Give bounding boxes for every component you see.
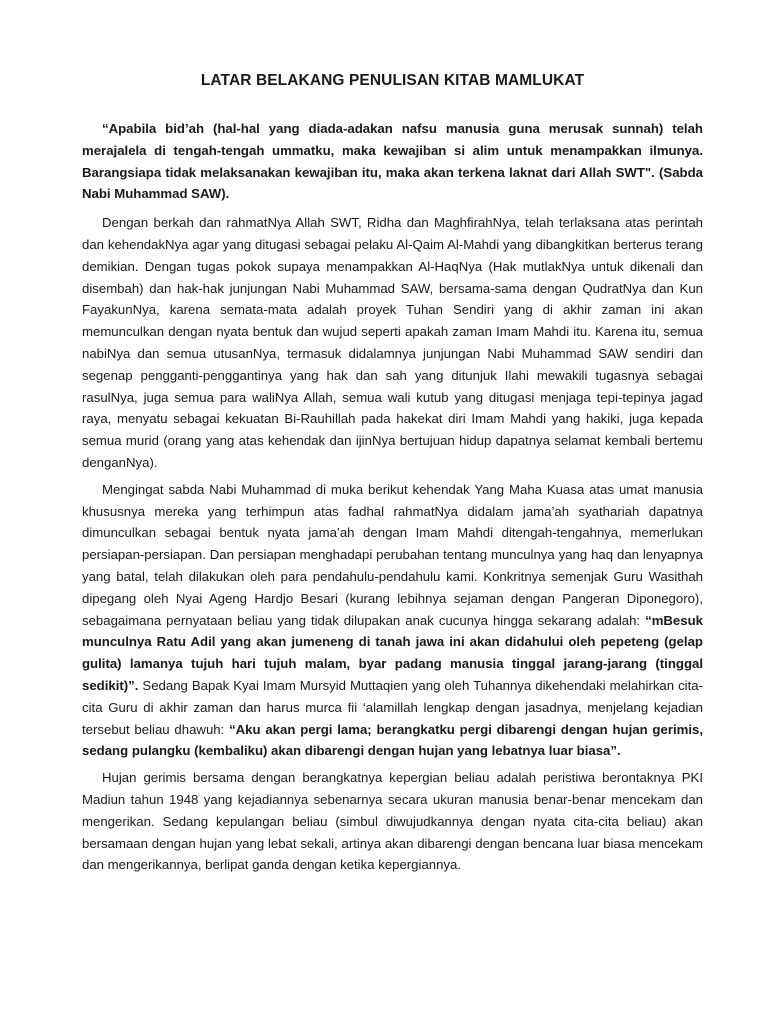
paragraph-2-quote-ratu-adil: “mBesuk munculnya Ratu Adil yang akan jumeneng di tanah jawa ini akan didahului oleh pepeteng (gelap gulita) lamanya tujuh hari tujuh malam, byar padang manusia tinggal jarang-jarang (tinggal sedikit)”. (82, 612, 703, 693)
paragraph-2 (82, 479, 703, 762)
paragraph-2-text-2: Sedang Bapak Kyai Imam Mursyid Muttaqien yang oleh Tuhannya dikehendaki melahirkan cita-cita Guru di akhir zaman dan harus murca fii ‘alamillah lengkap dengan jasadnya, menjelang kejadian tersebut beliau dhawuh: (82, 677, 703, 737)
paragraph-2-text-1: Mengingat sabda Nabi Muhammad di muka berikut kehendak Yang Maha Kuasa atas umat manusia khususnya mereka yang terhimpun atas fadhal rahmatNya didalam jama’ah syathariah dapatnya dimunculkan sebagai bentuk nyata jama’ah dengan Imam Mahdi ditengah-tengahnya, memerlukan persiapan-persiapan. Dan persiapan menghadapi perubahan tentang munculnya yang haq dan lenyapnya yang batal, telah dilakukan oleh para pendahulu-pendahulu kami. Konkritnya semenjak Guru Wasithah dipegang oleh Nyai Ageng Hardjo Besari (kurang lebihnya sejaman dengan Pangeran Diponegoro), sebagaimana pernyataan beliau yang tidak dilupakan anak cucunya hingga sekarang adalah: (82, 481, 703, 628)
document-page (82, 58, 703, 881)
paragraph-1: Dengan berkah dan rahmatNya Allah SWT, Ridha dan MaghfirahNya, telah terlaksana atas perintah dan kehendakNya agar yang ditugasi sebagai pelaku Al-Qaim Al-Mahdi yang dibangkitkan berterus terang demikian. Dengan tugas pokok supaya menampakkan Al-HaqNya (Hak mutlakNya untuk dikenali dan disembah) dan hak-hak junjungan Nabi Muhammad SAW, bersama-sama dengan QudratNya dan Kun FayakunNya, karena semata-mata adalah proyek Tuhan Sendiri yang di akhir zaman ini akan memunculkan dengan nyata bentuk dan wujud seperti apakah zaman Imam Mahdi itu. Karena itu, semua nabiNya dan semua utusanNya, termasuk didalamnya junjungan Nabi Muhammad SAW sendiri dan segenap pengganti-penggantinya yang hak dan sah yang ditunjuk Ilahi mewakili tugasnya sebagai rasulNya, juga semua para waliNya Allah, semua wali kutub yang ditugasi menjaga tepi-tepinya jagad raya, menyatu sebagai kekuatan Bi-Rauhillah pada hakekat diri Imam Mahdi yang hakiki, juga kepada semua murid (orang yang atas kehendak dan ijinNya bertujuan hidup dapatnya selamat kembali bertemu denganNya). (82, 215, 703, 470)
paragraph-2-quote-aku-akan-pergi: “Aku akan pergi lama; berangkatku pergi dibarengi dengan hujan gerimis, sedang pulangku (kembaliku) akan dibarengi dengan hujan yang lebatnya luar biasa”. (82, 721, 703, 759)
page-title: LATAR BELAKANG PENULISAN KITAB MAMLUKAT (200, 72, 585, 89)
paragraph-3: Hujan gerimis bersama dengan berangkatnya kepergian beliau adalah peristiwa berontaknya PKI Madiun tahun 1948 yang kejadiannya sebenarnya secara ukuran manusia benar-benar mencekam dan mengerikan. Sedang kepulangan beliau (simbul diwujudkannya dengan nyata cita-cita beliau) akan bersamaan dengan hujan yang lebat sekali, artinya akan dibarengi dengan bencana luar biasa mencekam dan mengerikannya, berlipat ganda dengan ketika kepergiannya. (82, 770, 703, 873)
opening-quote: “Apabila bid’ah (hal-hal yang diada-adakan nafsu manusia guna merusak sunnah) telah merajalela di tengah-tengah ummatku, maka kewajiban si alim untuk menampakkan ilmunya. Barangsiapa tidak melaksanakan kewajiban itu, maka akan terkena laknat dari Allah SWT". (Sabda Nabi Muhammad SAW). (82, 121, 703, 202)
